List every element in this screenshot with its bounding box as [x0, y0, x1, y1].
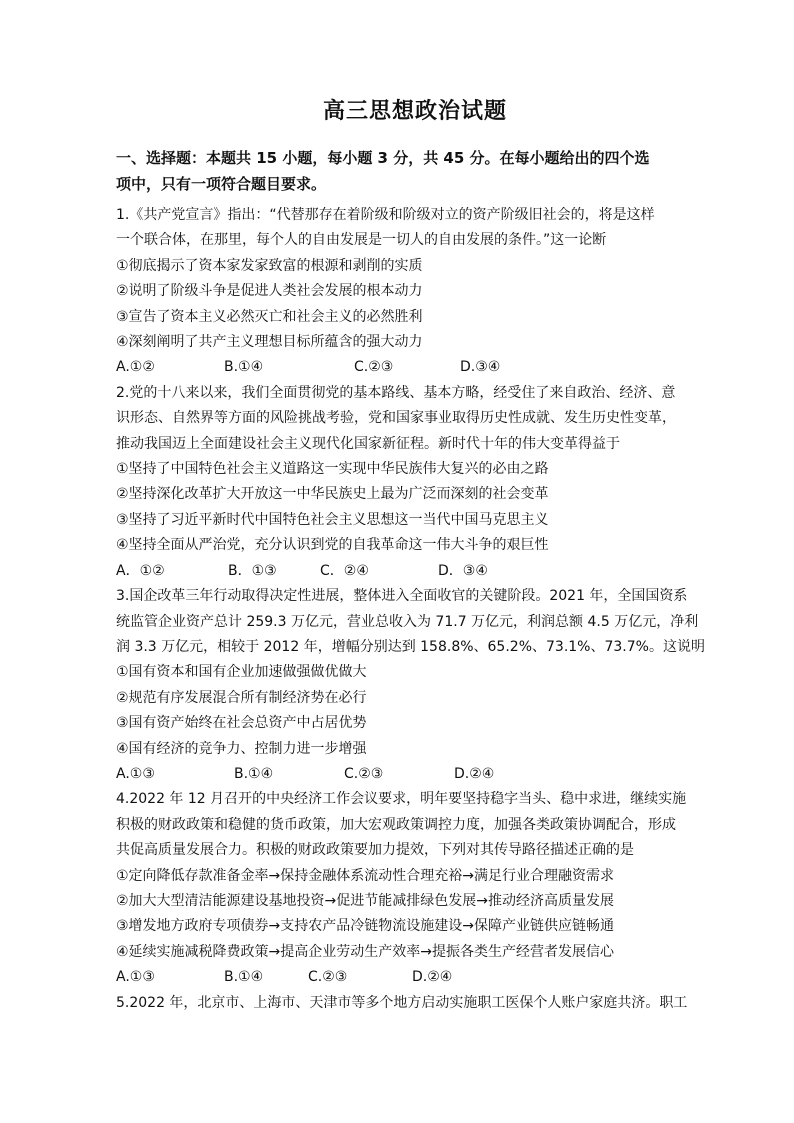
question-2 — [116, 381, 704, 584]
question-1 — [116, 203, 704, 381]
question-item: ③宣告了资本主义必然灭亡和社会主义的必然胜利 — [116, 308, 423, 325]
question-item: ④国有经济的竞争力、控制力进一步增强 — [116, 740, 367, 757]
option-d: D．③④ — [438, 562, 488, 579]
answer-options — [116, 965, 704, 990]
option-b: B.①④ — [234, 765, 274, 782]
option-b: B.①④ — [224, 359, 264, 376]
section-heading-line: 项中，只有一项符合题目要求。 — [116, 175, 327, 193]
option-c: C．②④ — [320, 562, 369, 579]
section-heading — [116, 145, 704, 197]
option-c: C.②③ — [308, 969, 348, 986]
question-item: ②坚持深化改革扩大开放这一中华民族史上最为广泛而深刻的社会变革 — [116, 486, 549, 503]
question-item: ①坚持了中国特色社会主义道路这一实现中华民族伟大复兴的必由之路 — [116, 461, 549, 478]
question-item: ②规范有序发展混合所有制经济势在必行 — [116, 689, 367, 706]
option-b: B.①④ — [224, 969, 264, 986]
question-item: ①彻底揭示了资本家发家致富的根源和剥削的实质 — [116, 257, 423, 274]
question-stem-line: 4.2022 年 12 月召开的中央经济工作会议要求，明年要坚持稳字当头、稳中求进，继续实施 — [116, 791, 687, 808]
question-item: ①国有资本和国有企业加速做强做优做大 — [116, 664, 367, 681]
question-stem-line: 1.《共产党宣言》指出：“代替那存在着阶级和阶级对立的资产阶级旧社会的，将是这样 — [116, 207, 655, 223]
question-stem-line: 统监管企业资产总计 259.3 万亿元，营业总收入为 71.7 万亿元，利润总额 4.5 万亿元，净利 — [116, 613, 699, 630]
option-d: D.②④ — [454, 765, 495, 782]
page-title: 高三思想政治试题 — [322, 98, 507, 124]
question-item: ③国有资产始终在社会总资产中占居优势 — [116, 715, 367, 732]
option-b: B．①③ — [228, 562, 277, 579]
question-item: ④延续实施减税降费政策→提高企业劳动生产效率→提振各类生产经营者发展信心 — [116, 943, 615, 960]
option-d: D.③④ — [460, 359, 501, 376]
question-item: ②加大大型清洁能源建设基地投资→促进节能减排绿色发展→推动经济高质量发展 — [116, 892, 615, 909]
question-stem-line: 识形态、自然界等方面的风险挑战考验，党和国家事业取得历史性成就、发生历史性变革， — [116, 410, 676, 427]
question-stem-line: 润 3.3 万亿元，相较于 2012 年，增幅分别达到 158.8%、65.2%、73.1%、73.7%。这说明 — [116, 638, 705, 655]
answer-options — [116, 355, 704, 380]
question-stem-line: 一个联合体，在那里，每个人的自由发展是一切人的自由发展的条件。”这一论断 — [116, 232, 607, 249]
question-item: ④深刻阐明了共产主义理想目标所蕴含的强大动力 — [116, 334, 423, 351]
option-a: A.①③ — [116, 969, 155, 986]
answer-options — [116, 559, 704, 584]
question-stem-line: 3.国企改革三年行动取得决定性进展，整体进入全面收官的关键阶段。2021 年，全国国资系 — [116, 588, 688, 605]
option-a: A.①② — [116, 359, 155, 376]
question-item: ④坚持全面从严治党，充分认识到党的自我革命这一伟大斗争的艰巨性 — [116, 537, 549, 554]
question-stem-line: 5.2022 年，北京市、上海市、天津市等多个地方启动实施职工医保个人账户家庭共济。职工 — [116, 994, 688, 1011]
question-item: ③坚持了习近平新时代中国特色社会主义思想这一当代中国马克思主义 — [116, 511, 549, 528]
answer-options — [116, 762, 704, 787]
question-stem-line: 积极的财政政策和稳健的货币政策，加大宏观政策调控力度，加强各类政策协调配合，形成 — [116, 816, 676, 833]
question-5 — [116, 991, 704, 1016]
question-stem-line: 推动我国迈上全面建设社会主义现代化国家新征程。新时代十年的伟大变革得益于 — [116, 435, 620, 452]
question-stem-line: 共促高质量发展合力。积极的财政政策要加力提效，下列对其传导路径描述正确的是 — [116, 842, 634, 859]
question-item: ①定向降低存款准备金率→保持金融体系流动性合理充裕→满足行业合理融资需求 — [116, 867, 615, 884]
section-heading-line: 一、选择题：本题共 15 小题，每小题 3 分，共 45 分。在每小题给出的四个选 — [116, 149, 650, 167]
option-d: D.②④ — [412, 969, 453, 986]
question-3 — [116, 584, 704, 787]
option-a: A.①③ — [116, 765, 155, 782]
option-c: C.②③ — [344, 765, 384, 782]
option-c: C.②③ — [354, 359, 394, 376]
question-stem-line: 2.党的十八来以来，我们全面贯彻党的基本路线、基本方略，经受住了来自政治、经济、意 — [116, 384, 676, 401]
question-4 — [116, 787, 704, 990]
question-item: ③增发地方政府专项债券→支持农产品冷链物流设施建设→保障产业链供应链畅通 — [116, 918, 615, 935]
option-a: A．①② — [116, 562, 165, 579]
question-item: ②说明了阶级斗争是促进人类社会发展的根本动力 — [116, 283, 423, 300]
